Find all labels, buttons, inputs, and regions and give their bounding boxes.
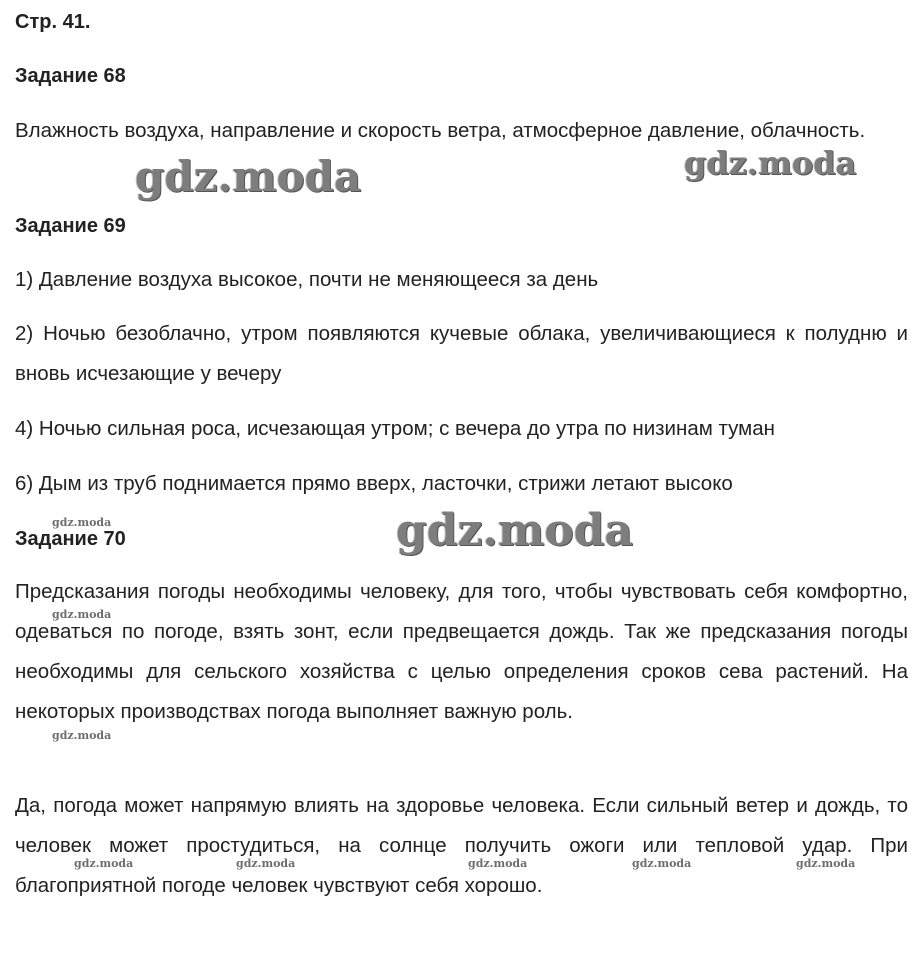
watermark-logo: gdz.moda bbox=[135, 152, 362, 201]
watermark-small: gdz.moda bbox=[632, 857, 692, 870]
watermark-small: gdz.moda bbox=[468, 857, 528, 870]
page-number-label: Стр. 41. bbox=[15, 11, 91, 33]
task-70-paragraph-1: Предсказания погоды необходимы человеку, для того, чтобы чувствовать себя комфортно, одеваться по погоде, взять зонт, если предвещается дождь. Так же предсказания погоды необходимы для сельского хозяйства с целью определения сроков сева растений. На некоторых производствах погода выполняет важную роль. bbox=[15, 580, 908, 723]
watermark-small: gdz.moda bbox=[52, 608, 112, 621]
task-69-heading: Задание 69 bbox=[15, 215, 126, 237]
task-69-item-6: 6) Дым из труб поднимается прямо вверх, ласточки, стрижи летают высоко bbox=[15, 472, 733, 495]
task-69-item-4: 4) Ночью сильная роса, исчезающая утром; с вечера до утра по низинам туман bbox=[15, 417, 775, 440]
task-68-heading: Задание 68 bbox=[15, 65, 126, 87]
task-70-heading: Задание 70 bbox=[15, 528, 126, 550]
watermark-small: gdz.moda bbox=[52, 729, 112, 742]
task-68-answer: Влажность воздуха, направление и скорость ветра, атмосферное давление, облачность. bbox=[15, 119, 866, 142]
watermark-logo: gdz.moda bbox=[396, 505, 634, 556]
task-69-item-2: 2) Ночью безоблачно, утром появляются кучевые облака, увеличивающиеся к полудню и вновь исчезающие у вечеру bbox=[15, 322, 908, 385]
watermark-logo: gdz.moda bbox=[684, 144, 857, 182]
watermark-small: gdz.moda bbox=[52, 516, 112, 529]
watermark-small: gdz.moda bbox=[74, 857, 134, 870]
task-70-paragraph-2: Да, погода может напрямую влиять на здоровье человека. Если сильный ветер и дождь, то человек может простудиться, на солнце получить ожоги или тепловой удар. При благоприятной погоде человек чувствуют себя хорошо. bbox=[15, 794, 908, 897]
watermark-small: gdz.moda bbox=[796, 857, 856, 870]
task-69-item-1: 1) Давление воздуха высокое, почти не меняющееся за день bbox=[15, 268, 599, 291]
watermark-small: gdz.moda bbox=[236, 857, 296, 870]
